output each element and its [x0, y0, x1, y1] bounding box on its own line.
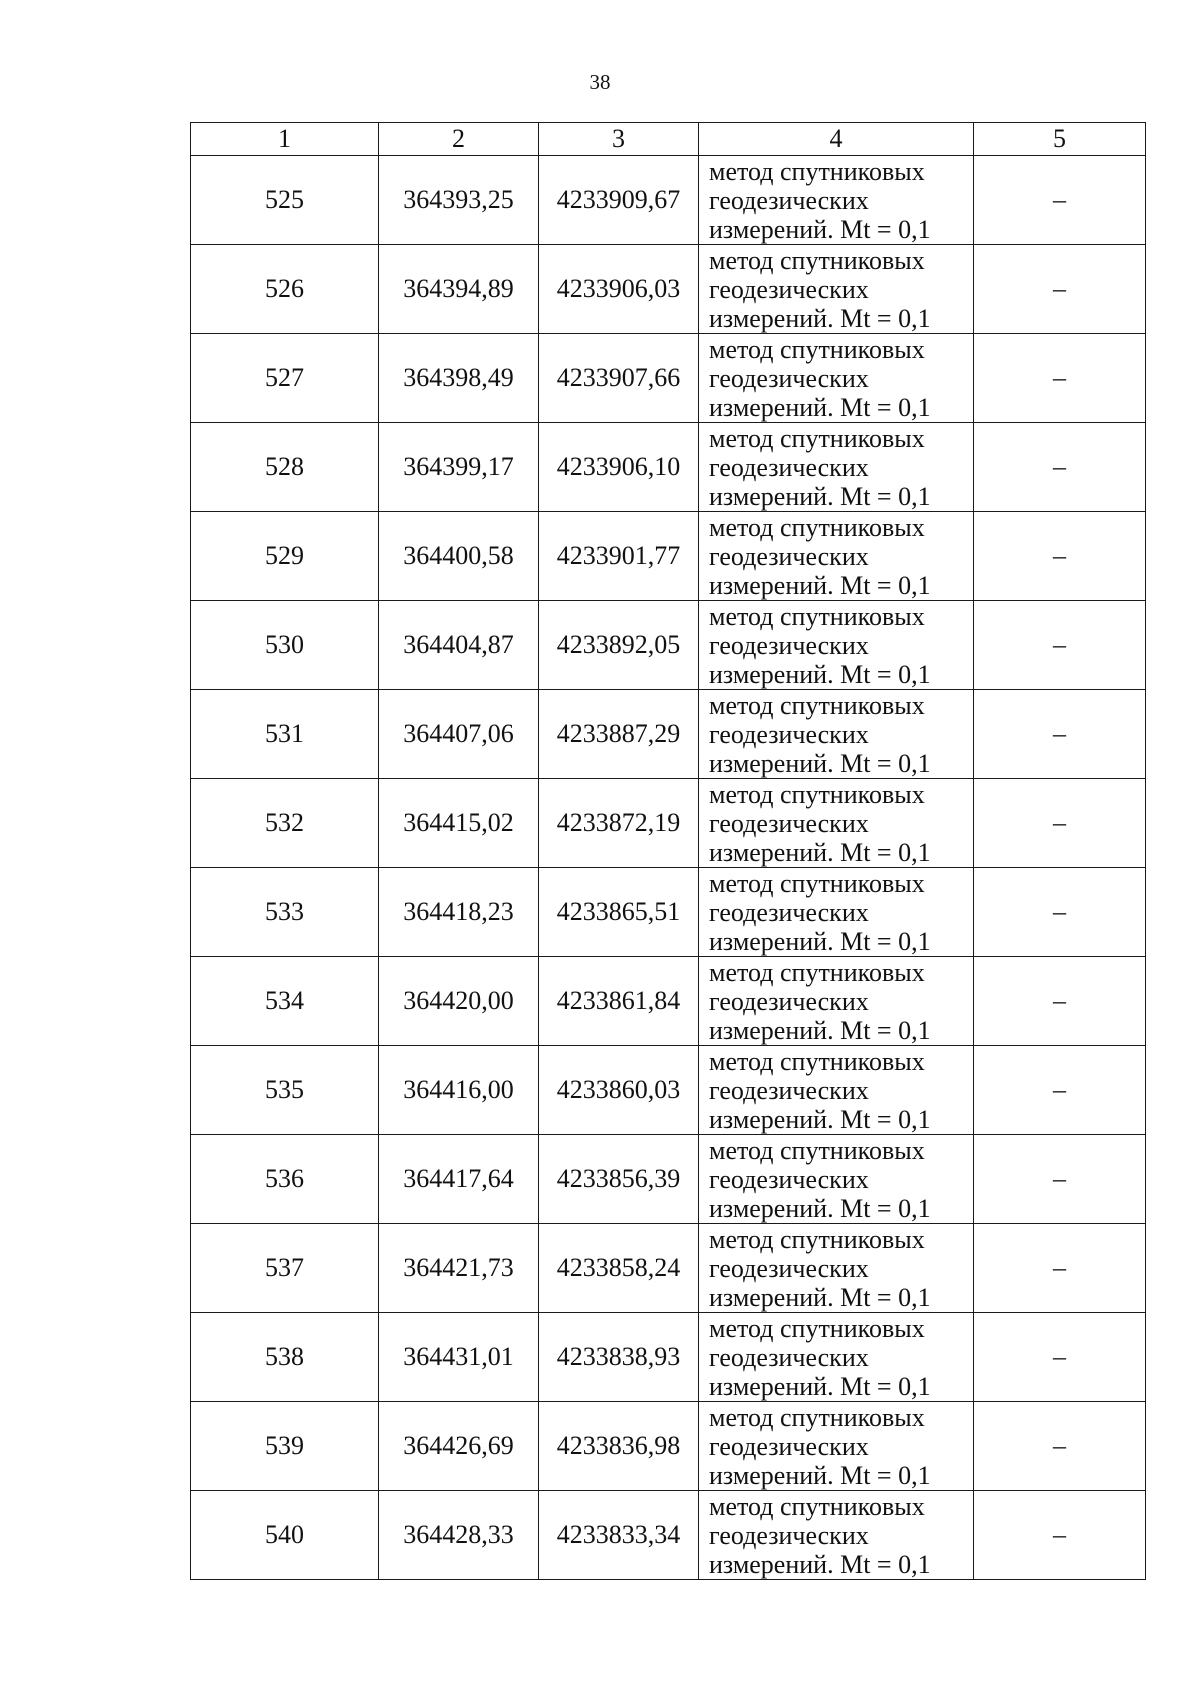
- y-coordinate-cell: 4233906,03: [539, 245, 699, 334]
- table-row: [191, 1224, 1146, 1313]
- y-coordinate-cell: 4233907,66: [539, 334, 699, 423]
- method-text-line: геодезических: [709, 452, 869, 482]
- method-text-line: метод спутниковых: [709, 1224, 925, 1254]
- y-coordinate-cell: 4233901,77: [539, 512, 699, 601]
- x-coordinate-cell: 364415,02: [379, 779, 539, 868]
- x-coordinate-cell: 364417,64: [379, 1135, 539, 1224]
- x-coordinate-cell: 364421,73: [379, 1224, 539, 1313]
- y-coordinate-cell: 4233865,51: [539, 868, 699, 957]
- method-text-line: геодезических: [709, 1342, 869, 1372]
- table-row: [191, 868, 1146, 957]
- y-coordinate-cell: 4233838,93: [539, 1313, 699, 1402]
- method-text-line: геодезических: [709, 1431, 869, 1461]
- y-coordinate-cell: 4233887,29: [539, 690, 699, 779]
- method-text-line: геодезических: [709, 541, 869, 571]
- table-row: [191, 156, 1146, 245]
- method-cell: [699, 690, 974, 779]
- note-cell: –: [974, 1046, 1146, 1135]
- method-text-line: измерений. Mt = 0,1: [709, 1193, 931, 1223]
- method-cell: [699, 1491, 974, 1580]
- method-text-line: измерений. Mt = 0,1: [709, 659, 931, 689]
- method-text-line: измерений. Mt = 0,1: [709, 570, 931, 600]
- note-cell: –: [974, 156, 1146, 245]
- method-cell: [699, 423, 974, 512]
- point-number-cell: 538: [191, 1313, 379, 1402]
- table-row: [191, 779, 1146, 868]
- method-cell: [699, 1313, 974, 1402]
- note-cell: –: [974, 1224, 1146, 1313]
- note-cell: –: [974, 1135, 1146, 1224]
- method-text-line: измерений. Mt = 0,1: [709, 837, 931, 867]
- column-header: 4: [699, 123, 974, 156]
- method-text-line: метод спутниковых: [709, 957, 925, 987]
- x-coordinate-cell: 364399,17: [379, 423, 539, 512]
- method-cell: [699, 245, 974, 334]
- y-coordinate-cell: 4233892,05: [539, 601, 699, 690]
- method-text-line: метод спутниковых: [709, 690, 925, 720]
- y-coordinate-cell: 4233856,39: [539, 1135, 699, 1224]
- method-text-line: геодезических: [709, 1164, 869, 1194]
- point-number-cell: 530: [191, 601, 379, 690]
- method-cell: [699, 334, 974, 423]
- method-text-line: геодезических: [709, 808, 869, 838]
- point-number-cell: 532: [191, 779, 379, 868]
- note-cell: –: [974, 245, 1146, 334]
- method-text-line: метод спутниковых: [709, 601, 925, 631]
- method-text-line: измерений. Mt = 0,1: [709, 303, 931, 333]
- method-text-line: геодезических: [709, 1253, 869, 1283]
- x-coordinate-cell: 364428,33: [379, 1491, 539, 1580]
- x-coordinate-cell: 364394,89: [379, 245, 539, 334]
- y-coordinate-cell: 4233860,03: [539, 1046, 699, 1135]
- x-coordinate-cell: 364420,00: [379, 957, 539, 1046]
- table-row: [191, 334, 1146, 423]
- method-text-line: геодезических: [709, 897, 869, 927]
- method-text-line: геодезических: [709, 719, 869, 749]
- point-number-cell: 540: [191, 1491, 379, 1580]
- method-cell: [699, 1402, 974, 1491]
- point-number-cell: 539: [191, 1402, 379, 1491]
- x-coordinate-cell: 364431,01: [379, 1313, 539, 1402]
- method-text-line: геодезических: [709, 1520, 869, 1550]
- x-coordinate-cell: 364418,23: [379, 868, 539, 957]
- x-coordinate-cell: 364407,06: [379, 690, 539, 779]
- table-row: [191, 1046, 1146, 1135]
- method-text-line: измерений. Mt = 0,1: [709, 214, 931, 244]
- method-text-line: геодезических: [709, 363, 869, 393]
- method-text-line: геодезических: [709, 185, 869, 215]
- x-coordinate-cell: 364398,49: [379, 334, 539, 423]
- method-text-line: измерений. Mt = 0,1: [709, 748, 931, 778]
- method-text-line: измерений. Mt = 0,1: [709, 1282, 931, 1312]
- method-text-line: геодезических: [709, 1075, 869, 1105]
- x-coordinate-cell: 364393,25: [379, 156, 539, 245]
- point-number-cell: 535: [191, 1046, 379, 1135]
- method-text-line: геодезических: [709, 630, 869, 660]
- point-number-cell: 534: [191, 957, 379, 1046]
- method-cell: [699, 1224, 974, 1313]
- point-number-cell: 526: [191, 245, 379, 334]
- point-number-cell: 531: [191, 690, 379, 779]
- note-cell: –: [974, 868, 1146, 957]
- point-number-cell: 536: [191, 1135, 379, 1224]
- coordinates-table: [190, 122, 1146, 1580]
- method-cell: [699, 957, 974, 1046]
- y-coordinate-cell: 4233906,10: [539, 423, 699, 512]
- method-text-line: метод спутниковых: [709, 1402, 925, 1432]
- y-coordinate-cell: 4233836,98: [539, 1402, 699, 1491]
- point-number-cell: 529: [191, 512, 379, 601]
- note-cell: –: [974, 334, 1146, 423]
- note-cell: –: [974, 957, 1146, 1046]
- note-cell: –: [974, 690, 1146, 779]
- method-cell: [699, 779, 974, 868]
- note-cell: –: [974, 512, 1146, 601]
- method-text-line: метод спутниковых: [709, 1135, 925, 1165]
- method-text-line: метод спутниковых: [709, 245, 925, 275]
- method-text-line: метод спутниковых: [709, 1313, 925, 1343]
- table-row: [191, 245, 1146, 334]
- y-coordinate-cell: 4233909,67: [539, 156, 699, 245]
- method-text-line: метод спутниковых: [709, 1491, 925, 1521]
- note-cell: –: [974, 601, 1146, 690]
- table-row: [191, 601, 1146, 690]
- x-coordinate-cell: 364416,00: [379, 1046, 539, 1135]
- method-cell: [699, 1046, 974, 1135]
- table-header-row: [191, 123, 1146, 156]
- method-cell: [699, 1135, 974, 1224]
- point-number-cell: 533: [191, 868, 379, 957]
- note-cell: –: [974, 423, 1146, 512]
- point-number-cell: 525: [191, 156, 379, 245]
- method-cell: [699, 512, 974, 601]
- method-text-line: метод спутниковых: [709, 1046, 925, 1076]
- note-cell: –: [974, 779, 1146, 868]
- method-text-line: геодезических: [709, 274, 869, 304]
- x-coordinate-cell: 364404,87: [379, 601, 539, 690]
- column-header: 1: [191, 123, 379, 156]
- table-row: [191, 690, 1146, 779]
- point-number-cell: 537: [191, 1224, 379, 1313]
- method-text-line: измерений. Mt = 0,1: [709, 1371, 931, 1401]
- point-number-cell: 528: [191, 423, 379, 512]
- y-coordinate-cell: 4233861,84: [539, 957, 699, 1046]
- method-text-line: измерений. Mt = 0,1: [709, 1015, 931, 1045]
- y-coordinate-cell: 4233858,24: [539, 1224, 699, 1313]
- y-coordinate-cell: 4233833,34: [539, 1491, 699, 1580]
- y-coordinate-cell: 4233872,19: [539, 779, 699, 868]
- table-row: [191, 512, 1146, 601]
- note-cell: –: [974, 1402, 1146, 1491]
- method-cell: [699, 601, 974, 690]
- page-number: 38: [589, 70, 611, 94]
- table-body: [191, 156, 1146, 1580]
- table-row: [191, 1313, 1146, 1402]
- column-header: 5: [974, 123, 1146, 156]
- method-text-line: измерений. Mt = 0,1: [709, 1549, 931, 1579]
- table-row: [191, 1402, 1146, 1491]
- method-text-line: метод спутниковых: [709, 156, 925, 186]
- method-text-line: измерений. Mt = 0,1: [709, 392, 931, 422]
- x-coordinate-cell: 364400,58: [379, 512, 539, 601]
- method-text-line: геодезических: [709, 986, 869, 1016]
- method-text-line: метод спутниковых: [709, 512, 925, 542]
- method-text-line: метод спутниковых: [709, 868, 925, 898]
- note-cell: –: [974, 1491, 1146, 1580]
- method-text-line: метод спутниковых: [709, 423, 925, 453]
- method-text-line: метод спутниковых: [709, 334, 925, 364]
- method-cell: [699, 868, 974, 957]
- table-row: [191, 957, 1146, 1046]
- column-header: 3: [539, 123, 699, 156]
- method-text-line: метод спутниковых: [709, 779, 925, 809]
- point-number-cell: 527: [191, 334, 379, 423]
- method-text-line: измерений. Mt = 0,1: [709, 1460, 931, 1490]
- column-header: 2: [379, 123, 539, 156]
- method-cell: [699, 156, 974, 245]
- table-row: [191, 423, 1146, 512]
- method-text-line: измерений. Mt = 0,1: [709, 926, 931, 956]
- table-row: [191, 1491, 1146, 1580]
- note-cell: –: [974, 1313, 1146, 1402]
- method-text-line: измерений. Mt = 0,1: [709, 1104, 931, 1134]
- method-text-line: измерений. Mt = 0,1: [709, 481, 931, 511]
- x-coordinate-cell: 364426,69: [379, 1402, 539, 1491]
- table-row: [191, 1135, 1146, 1224]
